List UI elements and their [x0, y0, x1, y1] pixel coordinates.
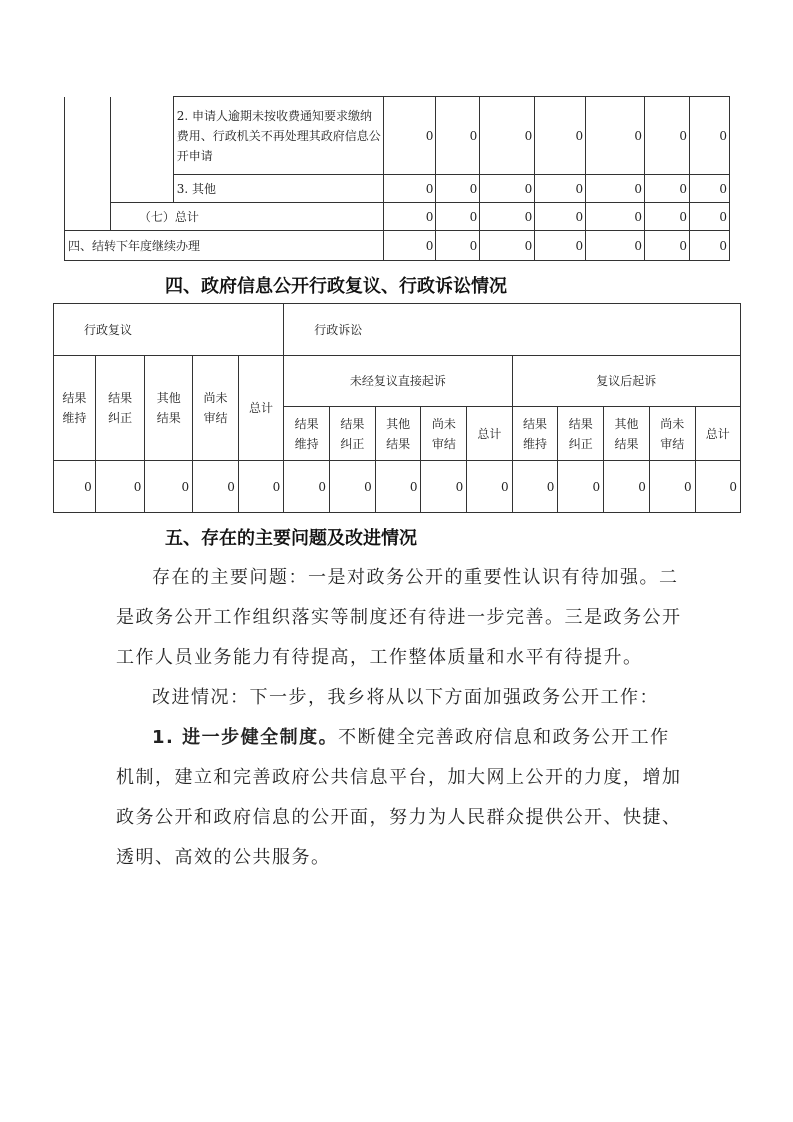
cell-value: 0 — [586, 175, 645, 203]
table-row — [54, 356, 741, 407]
cell-value: 0 — [689, 175, 729, 203]
col-header: 总计 — [238, 356, 283, 461]
col-header: 其他结果 — [375, 407, 421, 461]
row-label: 四、结转下年度继续办理 — [65, 231, 384, 261]
header-direct: 未经复议直接起诉 — [284, 356, 512, 407]
col-header: 其他结果 — [145, 356, 193, 461]
header-review: 行政复议 — [54, 304, 284, 356]
cell-value: 0 — [645, 203, 690, 231]
cell-value: 0 — [649, 461, 695, 513]
cell-value: 0 — [238, 461, 283, 513]
col-header: 结果纠正 — [558, 407, 604, 461]
table-row — [54, 304, 741, 356]
cell-value: 0 — [480, 175, 535, 203]
row-label: 3. 其他 — [173, 175, 384, 203]
item-text: 不断健全完善政府信息和政务公开工作机制，建立和完善政府公共信息平台，加大网上公开的力度，增加政务公开和政府信息的公开面，努力为人民群众提供公开、快捷、透明、高效的公共服务。 — [116, 727, 682, 868]
col-header: 尚未审结 — [193, 356, 239, 461]
cell-value: 0 — [689, 231, 729, 261]
cell-value: 0 — [436, 203, 480, 231]
cell-value: 0 — [586, 97, 645, 175]
application-table — [64, 96, 730, 261]
col-header: 结果纠正 — [95, 356, 145, 461]
cell-value: 0 — [480, 97, 535, 175]
cell-value: 0 — [384, 175, 436, 203]
cell-value: 0 — [535, 97, 586, 175]
cell-value: 0 — [375, 461, 421, 513]
cell-value: 0 — [695, 461, 740, 513]
cell-value: 0 — [95, 461, 145, 513]
cell-value: 0 — [535, 231, 586, 261]
col-header: 结果维持 — [284, 407, 330, 461]
paragraph-problems: 存在的主要问题：一是对政务公开的重要性认识有待加强。二是政务公开工作组织落实等制度还有待进一步完善。三是政务公开工作人员业务能力有待提高，工作整体质量和水平有待提升。 — [116, 567, 682, 668]
table-row — [65, 203, 730, 231]
cell-value: 0 — [384, 203, 436, 231]
col-header: 结果纠正 — [329, 407, 375, 461]
cell-value: 0 — [586, 231, 645, 261]
item-title: 1. 进一步健全制度。 — [152, 727, 339, 748]
col-header: 总计 — [695, 407, 740, 461]
col-header: 其他结果 — [604, 407, 650, 461]
header-litigation: 行政诉讼 — [284, 304, 741, 356]
cell-value: 0 — [512, 461, 558, 513]
cell-value: 0 — [467, 461, 512, 513]
cell-value: 0 — [421, 461, 467, 513]
cell-value: 0 — [689, 203, 729, 231]
paragraph-item-1 — [116, 718, 686, 878]
cell-value: 0 — [535, 175, 586, 203]
table-row — [65, 97, 730, 175]
table-row — [54, 461, 741, 513]
cell-value: 0 — [604, 461, 650, 513]
cell-value: 0 — [689, 97, 729, 175]
cell-value: 0 — [329, 461, 375, 513]
cell-value: 0 — [480, 231, 535, 261]
table-row — [65, 231, 730, 261]
cell-value: 0 — [645, 175, 690, 203]
cell-value: 0 — [645, 231, 690, 261]
cell-value: 0 — [145, 461, 193, 513]
cell-value: 0 — [193, 461, 239, 513]
cell-value: 0 — [645, 97, 690, 175]
cell-value: 0 — [54, 461, 96, 513]
col-header: 尚未审结 — [649, 407, 695, 461]
review-litigation-table — [53, 303, 741, 513]
cell-value: 0 — [436, 175, 480, 203]
col-header: 尚未审结 — [421, 407, 467, 461]
header-after: 复议后起诉 — [512, 356, 740, 407]
col-header: 总计 — [467, 407, 512, 461]
cell-value: 0 — [586, 203, 645, 231]
paragraph-improvements: 改进情况：下一步，我乡将从以下方面加强政务公开工作： — [152, 687, 659, 708]
cell-value: 0 — [436, 97, 480, 175]
section-heading: 四、政府信息公开行政复议、行政诉讼情况 — [165, 276, 507, 297]
col-header: 结果维持 — [54, 356, 96, 461]
cell-value: 0 — [384, 231, 436, 261]
cell-value: 0 — [480, 203, 535, 231]
body-text — [116, 558, 686, 878]
cell-value: 0 — [535, 203, 586, 231]
cell-value: 0 — [558, 461, 604, 513]
section-heading: 五、存在的主要问题及改进情况 — [165, 528, 417, 549]
row-label: （七）总计 — [110, 203, 384, 231]
cell-value: 0 — [284, 461, 330, 513]
col-header: 结果维持 — [512, 407, 558, 461]
cell-value: 0 — [436, 231, 480, 261]
cell-value: 0 — [384, 97, 436, 175]
row-label: 2. 申请人逾期未按收费通知要求缴纳费用、行政机关不再处理其政府信息公开申请 — [173, 97, 384, 175]
